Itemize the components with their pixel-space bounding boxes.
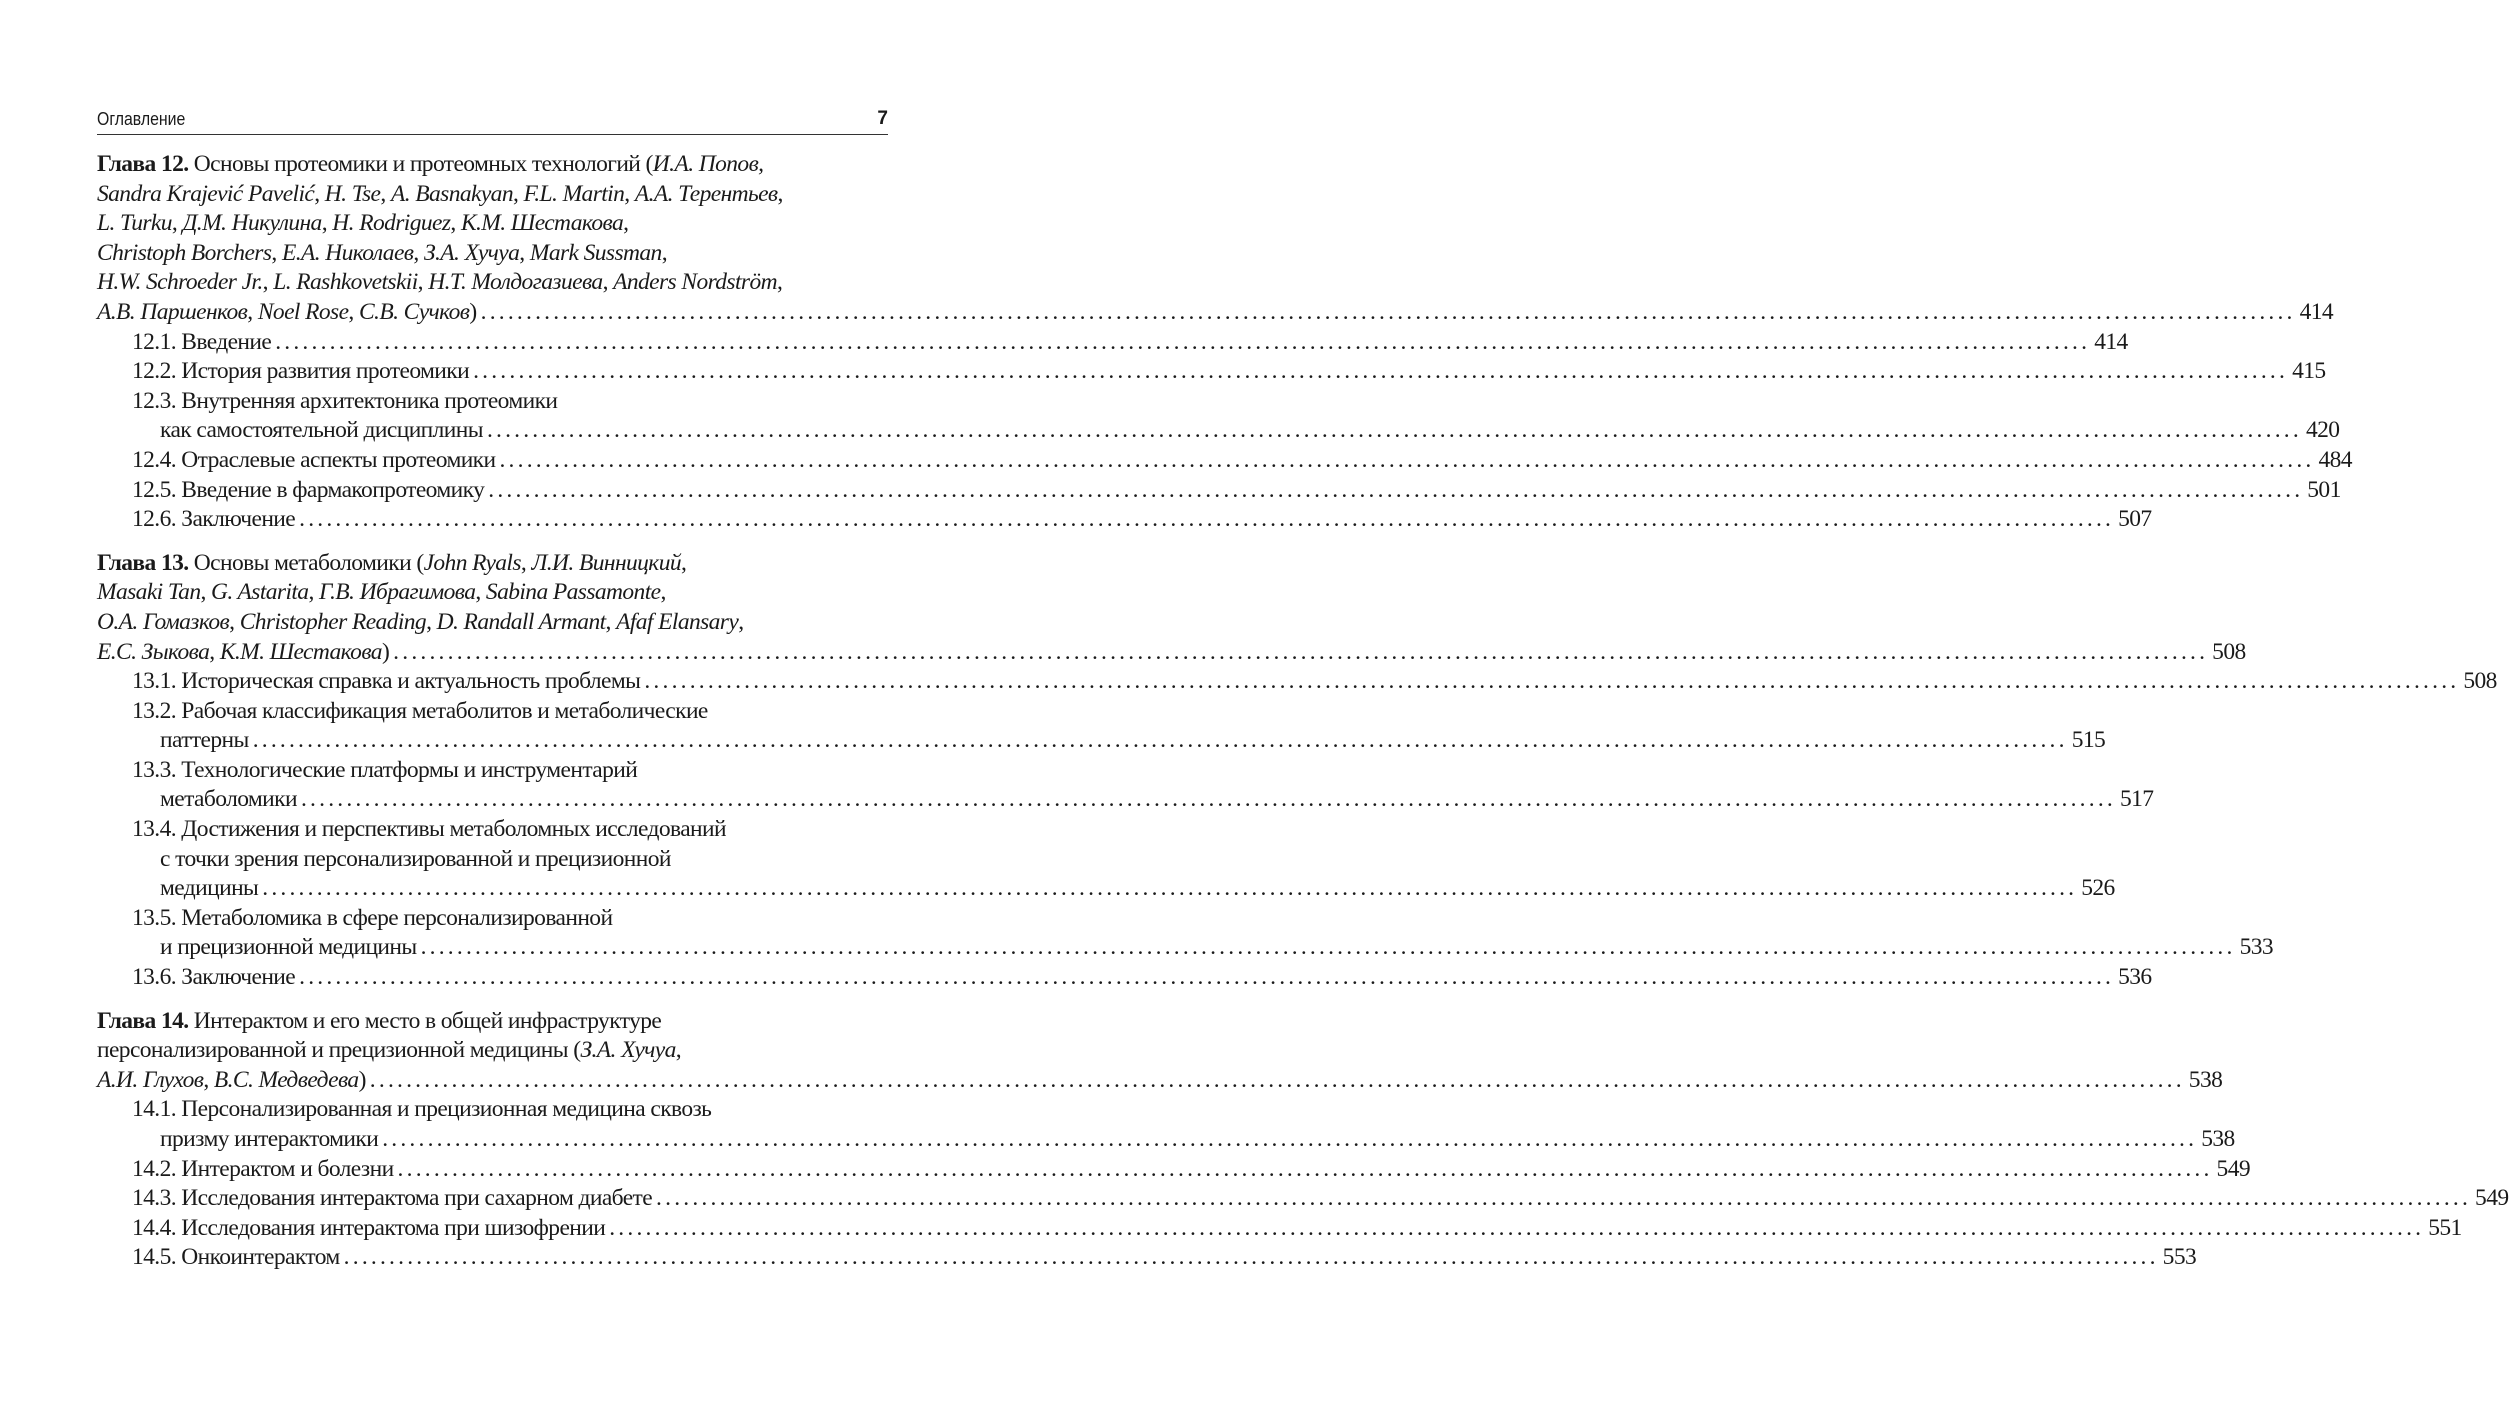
section-entry: [97, 1214, 2462, 1244]
page-number: 7: [877, 108, 888, 129]
author-name: Afaf Elansary: [616, 608, 739, 635]
title-text: 12.5. Введение в фармакопротеомику: [132, 476, 485, 503]
section-entry: [97, 756, 888, 786]
chapter-heading-line: [97, 1066, 2223, 1096]
entry-text: [132, 815, 726, 845]
chapter-label: Глава 12.: [97, 151, 189, 177]
title-text: ,: [675, 1037, 682, 1064]
author-name: Г.В. Ибрагимова: [319, 579, 476, 606]
page-ref: 517: [2119, 786, 2154, 813]
author-name: John Ryals: [423, 549, 521, 576]
author-name: A. Basnakyan: [390, 180, 513, 207]
title-text: ,: [171, 210, 183, 237]
title-text: ,: [776, 269, 783, 296]
title-text: 13.1. Историческая справка и актуальность проблемы: [132, 668, 641, 695]
author-name: Н.Т. Молдогазиева: [428, 269, 603, 296]
entry-text: [97, 578, 666, 608]
section-entry: [97, 963, 2152, 993]
page-ref: 414: [2299, 298, 2334, 325]
author-name: Anders Nordström: [613, 269, 777, 296]
page-ref: 507: [2118, 506, 2152, 533]
entry-text: [132, 1095, 711, 1125]
title-text: 14.4. Исследования интерактома при шизофрении: [132, 1214, 606, 1241]
chapter-heading-line: [97, 239, 888, 269]
author-name: О.А. Гомазков: [97, 608, 230, 635]
page-ref: 551: [2428, 1214, 2462, 1241]
table-of-contents: [97, 150, 2509, 1287]
title-text: ): [381, 638, 390, 665]
author-name: Masaki Tan: [97, 579, 201, 606]
section-entry: [97, 697, 888, 727]
dot-leader: ........................................................................................................................................................................................................: [397, 1155, 2213, 1182]
dot-leader: ........................................................................................................................................................................................................: [299, 506, 2115, 533]
chapter-entry: [97, 1007, 2509, 1273]
title-text: 13.2. Рабочая классификация метаболитов и метаболические: [132, 697, 708, 724]
chapter-heading-line: [97, 180, 888, 210]
entry-text: [132, 904, 612, 934]
entry-text: [132, 697, 708, 727]
author-name: А.В. Паршенков: [97, 298, 248, 325]
author-name: И.А. Попов,: [652, 151, 764, 177]
title-text: ,: [308, 579, 320, 606]
title-text: ,: [660, 579, 666, 606]
page-ref: 515: [2071, 727, 2106, 754]
entry-text: [97, 1066, 366, 1096]
section-entry: [97, 904, 888, 934]
title-text: 12.4. Отраслевые аспекты протеомики: [132, 446, 496, 473]
title-text: 13.5. Метаболомика в сфере персонализированной: [132, 904, 613, 931]
dot-leader: ........................................................................................................................................................................................................: [644, 668, 2460, 695]
section-entry-continuation: [97, 785, 2154, 815]
title-text: ,: [314, 180, 325, 207]
chapter-heading-line: [97, 298, 2334, 328]
title-text: ,: [661, 239, 667, 266]
entry-text: [160, 785, 297, 815]
title-text: ,: [450, 210, 461, 237]
title-text: персонализированной и прецизионной медицины (: [97, 1037, 581, 1064]
page-ref: 484: [2318, 446, 2352, 473]
dot-leader: ........................................................................................................................................................................................................: [393, 638, 2209, 665]
title-text: ,: [738, 608, 744, 635]
chapter-entry: [97, 549, 2497, 993]
title-text: 14.1. Персонализированная и прецизионная медицина сквозь: [132, 1096, 712, 1123]
author-name: А.И. Глухов: [97, 1066, 204, 1093]
title-text: 14.3. Исследования интерактома при сахарном диабете: [132, 1185, 653, 1212]
section-entry: [97, 328, 2128, 358]
section-entry: [97, 505, 2152, 535]
header-rule: [97, 134, 888, 135]
chapter-entry: [97, 150, 2352, 535]
title-text: ,: [271, 239, 282, 266]
author-name: H.W. Schroeder Jr.: [97, 269, 263, 296]
title-text: паттерны: [160, 727, 249, 754]
title-text: 12.6. Заключение: [132, 506, 296, 533]
section-entry: [97, 1184, 2509, 1214]
chapter-heading-line: [97, 268, 888, 298]
chapter-heading-line: [97, 1036, 888, 1066]
chapter-heading-line: [97, 608, 888, 638]
title-text: ,: [426, 608, 437, 635]
title-text: ,: [209, 638, 220, 665]
title-text: Основы протеомики и протеомных технологий (: [188, 151, 653, 177]
page-ref: 549: [2475, 1185, 2509, 1212]
section-entry: [97, 1095, 888, 1125]
author-name: D. Randall Armant: [436, 608, 606, 635]
chapter-heading-line: [97, 549, 888, 579]
chapter-heading-line: [97, 638, 2246, 668]
author-name: З.А. Хучуа: [423, 239, 520, 266]
page-ref: 549: [2216, 1155, 2250, 1182]
author-name: З.А. Хучуа: [580, 1037, 676, 1064]
title-text: ,: [520, 549, 532, 576]
entry-text: [160, 933, 417, 963]
chapter-label: Глава 13.: [97, 549, 189, 576]
author-name: Christopher Reading: [239, 608, 427, 635]
page-ref: 414: [2094, 328, 2128, 355]
chapter-heading-line: [97, 578, 888, 608]
page-ref: 508: [2212, 638, 2246, 665]
dot-leader: ........................................................................................................................................................................................................: [420, 934, 2236, 961]
entry-text: [97, 1007, 661, 1037]
title-text: ,: [624, 180, 635, 207]
title-text: ,: [602, 269, 614, 296]
section-entry: [97, 1155, 2250, 1185]
author-name: Л.И. Винницкий: [531, 549, 681, 576]
entry-text: [132, 963, 295, 993]
title-text: ,: [321, 210, 333, 237]
section-entry-continuation: [97, 933, 2274, 963]
entry-text: [97, 549, 686, 579]
author-name: В.С. Медведева: [213, 1066, 359, 1093]
title-text: ,: [203, 1066, 214, 1093]
title-text: ,: [417, 269, 429, 296]
page-ref: 526: [2081, 875, 2115, 902]
entry-text: [160, 416, 483, 446]
entry-text: [97, 239, 667, 269]
page-ref: 533: [2239, 934, 2274, 961]
section-entry-continuation: [97, 1125, 2235, 1155]
title-text: ): [358, 1066, 366, 1093]
section-entry: [97, 446, 2352, 476]
title-text: с точки зрения персонализированной и прецизионной: [160, 845, 671, 872]
entry-text: [132, 667, 640, 697]
entry-text: [160, 845, 671, 875]
author-name: H. Rodriguez: [332, 210, 451, 237]
title-text: ,: [512, 180, 524, 207]
section-entry-continuation: [97, 845, 888, 875]
author-name: Е.А. Николаев: [281, 239, 414, 266]
dot-leader: ........................................................................................................................................................................................................: [656, 1185, 2472, 1212]
entry-text: [160, 726, 249, 756]
entry-text: [97, 638, 389, 668]
title-text: ,: [262, 269, 274, 296]
title-text: ,: [519, 239, 530, 266]
dot-leader: ........................................................................................................................................................................................................: [262, 875, 2078, 902]
title-text: 13.6. Заключение: [132, 964, 296, 991]
entry-text: [132, 1243, 340, 1273]
title-text: 13.3. Технологические платформы и инструментарий: [132, 756, 638, 783]
author-name: Е.С. Зыкова: [97, 638, 210, 665]
author-name: Mark Sussman: [529, 239, 662, 266]
title-text: 12.3. Внутренняя архитектоника протеомики: [132, 387, 558, 414]
entry-text: [97, 209, 628, 239]
entry-text: [132, 476, 484, 506]
dot-leader: ........................................................................................................................................................................................................: [382, 1126, 2198, 1152]
title-text: ,: [200, 579, 212, 606]
author-name: L. Rashkovetskii: [273, 269, 418, 296]
title-text: ,: [605, 608, 617, 635]
author-name: Sabina Passamonte: [485, 579, 661, 606]
dot-leader: ........................................................................................................................................................................................................: [300, 786, 2116, 813]
section-entry-continuation: [97, 416, 2340, 446]
title-text: ,: [623, 210, 629, 237]
section-entry: [97, 476, 2341, 506]
author-name: G. Astarita: [211, 579, 309, 606]
entry-text: [132, 756, 637, 786]
entry-text: [160, 874, 258, 904]
title-text: ,: [380, 180, 391, 207]
page-ref: 415: [2292, 358, 2326, 385]
chapter-heading-line: [97, 1007, 888, 1037]
section-entry: [97, 387, 888, 417]
author-name: Sandra Krajević Pavelić: [97, 180, 315, 207]
title-text: 12.2. История развития протеомики: [132, 358, 470, 385]
entry-text: [160, 1125, 378, 1155]
dot-leader: ........................................................................................................................................................................................................: [369, 1066, 2185, 1093]
author-name: А.А. Терентьев: [634, 180, 778, 207]
entry-text: [132, 387, 557, 417]
entry-text: [132, 505, 295, 535]
dot-leader: ........................................................................................................................................................................................................: [609, 1214, 2425, 1241]
title-text: ): [469, 298, 477, 325]
title-text: как самостоятельной дисциплины: [160, 417, 483, 444]
author-name: К.М. Шестакова: [219, 638, 382, 665]
section-entry: [97, 357, 2326, 387]
entry-text: [97, 268, 782, 298]
entry-text: [97, 608, 743, 638]
entry-text: [97, 1036, 681, 1066]
author-name: F.L. Martin: [523, 180, 625, 207]
entry-text: [132, 1184, 652, 1214]
author-name: К.М. Шестакова: [460, 210, 624, 237]
page-ref: 420: [2305, 417, 2340, 444]
running-header-title: Оглавление: [97, 109, 186, 129]
dot-leader: ........................................................................................................................................................................................................: [486, 417, 2302, 444]
title-text: медицины: [160, 875, 259, 902]
title-text: Интерактом и его место в общей инфраструктуре: [188, 1007, 662, 1034]
page-ref: 508: [2463, 668, 2497, 695]
author-name: С.В. Сучков: [358, 298, 470, 325]
title-text: 13.4. Достижения и перспективы метаболомных исследований: [132, 816, 726, 843]
entry-text: [132, 1214, 605, 1244]
author-name: H. Tse: [324, 180, 381, 207]
dot-leader: ........................................................................................................................................................................................................: [275, 328, 2091, 355]
section-entry-continuation: [97, 874, 2115, 904]
dot-leader: ........................................................................................................................................................................................................: [488, 476, 2304, 503]
section-entry: [97, 815, 888, 845]
entry-text: [97, 180, 783, 210]
author-name: L. Turku: [97, 210, 172, 237]
title-text: 14.5. Онкоинтерактом: [132, 1244, 340, 1271]
title-text: 14.2. Интерактом и болезни: [132, 1155, 394, 1182]
chapter-heading-line: [97, 209, 888, 239]
title-text: ,: [348, 298, 359, 325]
page-ref: 553: [2162, 1244, 2197, 1271]
page-ref: 538: [2201, 1126, 2235, 1152]
section-entry: [97, 667, 2497, 697]
entry-text: [97, 298, 477, 328]
dot-leader: ........................................................................................................................................................................................................: [299, 964, 2115, 991]
dot-leader: ........................................................................................................................................................................................................: [252, 727, 2068, 754]
entry-text: [132, 357, 469, 387]
page-ref: 536: [2118, 964, 2152, 991]
title-text: ,: [229, 608, 240, 635]
section-entry-continuation: [97, 726, 2106, 756]
title-text: и прецизионной медицины: [160, 934, 417, 961]
author-name: Christoph Borchers: [97, 239, 272, 266]
running-header: [97, 100, 888, 130]
title-text: призму интерактомики: [160, 1126, 379, 1152]
page-ref: 538: [2188, 1066, 2223, 1093]
title-text: ,: [777, 180, 783, 207]
chapter-heading-line: [97, 150, 888, 180]
author-name: Noel Rose: [257, 298, 349, 325]
chapter-label: Глава 14.: [97, 1007, 189, 1034]
title-text: метаболомики: [160, 786, 297, 813]
title-text: Основы метаболомики (: [188, 549, 424, 576]
title-text: ,: [247, 298, 258, 325]
entry-text: [132, 328, 271, 358]
dot-leader: ........................................................................................................................................................................................................: [343, 1244, 2159, 1271]
dot-leader: ........................................................................................................................................................................................................: [499, 446, 2315, 473]
page-ref: 501: [2307, 476, 2341, 503]
entry-text: [97, 150, 763, 180]
section-entry: [97, 1243, 2197, 1273]
title-text: ,: [681, 549, 687, 576]
entry-text: [132, 1155, 394, 1185]
entry-text: [132, 446, 495, 476]
title-text: ,: [413, 239, 424, 266]
author-name: Д.М. Никулина: [182, 210, 322, 237]
title-text: ,: [475, 579, 486, 606]
dot-leader: ........................................................................................................................................................................................................: [480, 298, 2296, 325]
dot-leader: ........................................................................................................................................................................................................: [473, 358, 2289, 385]
title-text: 12.1. Введение: [132, 328, 272, 355]
